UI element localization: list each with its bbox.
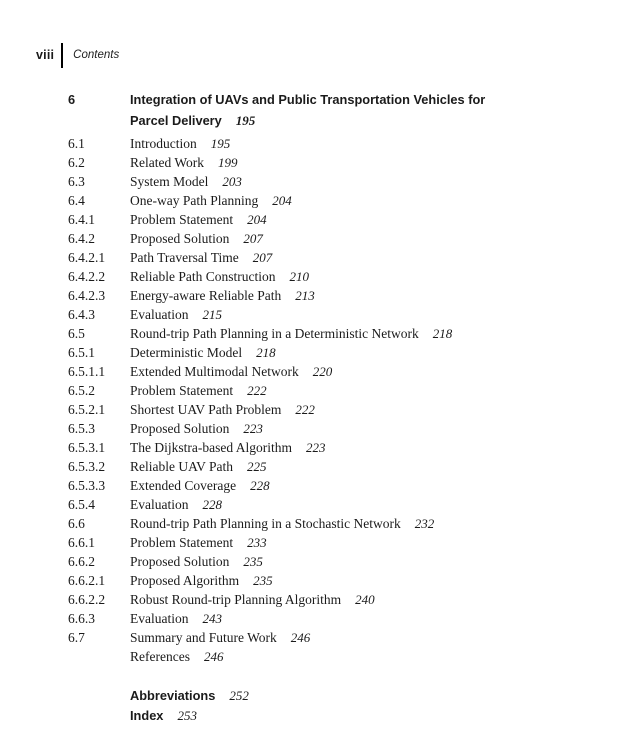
back-matter-page-number: 252 — [229, 688, 249, 703]
toc-entry-row — [68, 628, 579, 647]
toc-entry-page-number: 233 — [247, 535, 267, 550]
toc-entry-page-number: 210 — [289, 269, 309, 284]
back-matter-number-spacer — [68, 686, 130, 706]
toc-entry-title: Related Work — [130, 155, 205, 170]
toc-entry-cell — [130, 647, 579, 666]
toc-entry-cell — [130, 172, 579, 191]
toc-entry-cell — [130, 324, 579, 343]
toc-entry-cell — [130, 229, 579, 248]
toc-entry-title: Proposed Solution — [130, 554, 230, 569]
toc-entry-page-number: 223 — [305, 440, 326, 455]
toc-entry-cell — [130, 552, 579, 571]
toc-entry-cell — [130, 609, 579, 628]
toc-entry-number: 6.1 — [68, 136, 85, 151]
chapter-heading-row — [68, 89, 579, 131]
toc-entry-row — [68, 438, 579, 457]
toc-entry-cell — [130, 267, 579, 286]
toc-entry-page-number: 195 — [210, 136, 231, 151]
toc-entry-page-number: 225 — [247, 459, 267, 474]
toc-entry-cell — [130, 571, 579, 590]
toc-entry-title: Evaluation — [130, 497, 189, 512]
toc-entry-row — [68, 305, 579, 324]
toc-entry-row — [68, 191, 579, 210]
toc-entry-number: 6.6.1 — [68, 535, 95, 550]
toc-entry-cell — [130, 457, 579, 476]
toc-entry-row — [68, 343, 579, 362]
toc-entry-cell — [130, 362, 579, 381]
back-matter-row — [68, 686, 579, 706]
toc-entry-title: Summary and Future Work — [130, 630, 277, 645]
toc-entry-cell — [130, 514, 579, 533]
toc-entry-number: 6.4.3 — [68, 307, 95, 322]
back-matter-row — [68, 706, 579, 726]
toc-entry-number: 6.5 — [68, 326, 85, 341]
toc-entry-cell — [130, 628, 579, 647]
toc-entry-cell — [130, 134, 579, 153]
toc-entry-row — [68, 248, 579, 267]
toc-entry-page-number: 213 — [295, 288, 315, 303]
toc-entry-number: 6.4 — [68, 193, 85, 208]
toc-entry-row — [68, 229, 579, 248]
toc-entry-cell — [130, 438, 579, 457]
toc-entry-row — [68, 533, 579, 552]
toc-entry-page-number: 228 — [202, 497, 222, 512]
toc-entry-number: 6.5.3.3 — [68, 478, 106, 493]
chapter-number: 6 — [68, 92, 76, 107]
toc-entry-row — [68, 609, 579, 628]
toc-entry-row — [68, 419, 579, 438]
toc-entry-cell — [130, 286, 579, 305]
toc-entry-title: Proposed Solution — [130, 421, 230, 436]
toc-entry-number: 6.2 — [68, 155, 85, 170]
toc-entry-row — [68, 647, 579, 666]
toc-entry-cell — [130, 305, 579, 324]
toc-entry-page-number: 222 — [295, 402, 315, 417]
toc-entry-title: Evaluation — [130, 307, 189, 322]
toc-entry-page-number: 220 — [312, 364, 333, 379]
toc-entry-page-number: 240 — [355, 592, 375, 607]
chapter-title-line2: Parcel Delivery — [130, 113, 222, 128]
toc-entry-page-number: 232 — [414, 516, 435, 531]
toc-entry-number: 6.4.2.1 — [68, 250, 106, 265]
toc-entry-page-number: 218 — [432, 326, 453, 341]
toc-entry-title: Reliable Path Construction — [130, 269, 276, 284]
back-matter-cell — [130, 706, 579, 726]
toc-entry-row — [68, 457, 579, 476]
toc-entry-number: 6.6.2 — [68, 554, 95, 569]
toc-entry-number: 6.3 — [68, 174, 85, 189]
toc-entry-row — [68, 210, 579, 229]
toc-entry-cell — [130, 191, 579, 210]
back-matter-title: Abbreviations — [130, 688, 216, 703]
toc-entry-number: 6.5.1.1 — [68, 364, 106, 379]
toc-entry-title: The Dijkstra-based Algorithm — [130, 440, 292, 455]
toc-entry-page-number: 207 — [243, 231, 263, 246]
toc-entry-number: 6.5.3 — [68, 421, 95, 436]
toc-entry-title: Round-trip Path Planning in a Stochastic Network — [130, 516, 401, 531]
toc-entry-number: 6.4.1 — [68, 212, 95, 227]
toc-entry-page-number: 223 — [243, 421, 263, 436]
toc-entry-number: 6.5.3.1 — [68, 440, 106, 455]
toc-entry-page-number: 243 — [202, 611, 222, 626]
toc-entry-row — [68, 571, 579, 590]
toc-entry-title: References — [130, 649, 190, 664]
toc-entry-cell — [130, 419, 579, 438]
toc-entry-cell — [130, 381, 579, 400]
toc-entry-row — [68, 552, 579, 571]
toc-entry-title: Proposed Algorithm — [130, 573, 240, 588]
toc-entry-cell — [130, 400, 579, 419]
toc-entry-number: 6.6.2.1 — [68, 573, 106, 588]
toc-entry-row — [68, 362, 579, 381]
toc-entry-cell — [130, 343, 579, 362]
back-matter-page-number: 253 — [177, 707, 197, 723]
toc-entry-title: Round-trip Path Planning in a Deterministic Network — [130, 326, 419, 341]
toc-entry-row — [68, 172, 579, 191]
toc-entry-row — [68, 153, 579, 172]
chapter-page-number: 195 — [235, 113, 256, 128]
chapter-title-line1: Integration of UAVs and Public Transportation Vehicles for — [130, 92, 486, 107]
table-of-contents — [36, 89, 589, 725]
toc-entry-cell — [130, 476, 579, 495]
toc-entry-page-number: 235 — [243, 554, 263, 569]
toc-entry-page-number: 235 — [253, 573, 273, 588]
toc-entry-title: One-way Path Planning — [130, 193, 259, 208]
toc-entry-title: Problem Statement — [130, 383, 234, 398]
folio-page-number: viii — [36, 48, 55, 62]
toc-entry-row — [68, 495, 579, 514]
back-matter-cell — [130, 686, 579, 706]
toc-entry-number: 6.5.1 — [68, 345, 95, 360]
toc-entry-cell — [130, 533, 579, 552]
toc-entry-page-number: 222 — [247, 383, 267, 398]
toc-entry-title: Robust Round-trip Planning Algorithm — [130, 592, 342, 607]
toc-entry-row — [68, 476, 579, 495]
toc-entry-number: 6.6.2.2 — [68, 592, 106, 607]
toc-entry-list — [68, 134, 579, 666]
toc-entry-title: System Model — [130, 174, 209, 189]
toc-entry-page-number: 246 — [203, 649, 224, 664]
toc-entry-row — [68, 400, 579, 419]
toc-entry-number: 6.5.4 — [68, 497, 95, 512]
toc-entry-title: Path Traversal Time — [130, 250, 239, 265]
toc-entry-row — [68, 286, 579, 305]
toc-entry-page-number: 215 — [202, 307, 222, 322]
toc-entry-title: Extended Multimodal Network — [130, 364, 299, 379]
toc-entry-title: Proposed Solution — [130, 231, 230, 246]
toc-entry-row — [68, 381, 579, 400]
toc-entry-cell — [130, 210, 579, 229]
toc-entry-page-number: 218 — [256, 345, 276, 360]
toc-entry-cell — [130, 248, 579, 267]
running-title: Contents — [73, 49, 120, 61]
toc-entry-row — [68, 514, 579, 533]
toc-entry-number: 6.5.2 — [68, 383, 95, 398]
toc-entry-page-number: 203 — [222, 174, 242, 189]
toc-entry-number: 6.5.3.2 — [68, 459, 106, 474]
toc-entry-title: Shortest UAV Path Problem — [130, 402, 282, 417]
toc-entry-number: 6.4.2.3 — [68, 288, 106, 303]
toc-entry-page-number: 228 — [250, 478, 270, 493]
toc-entry-page-number: 204 — [272, 193, 292, 208]
toc-entry-title: Deterministic Model — [130, 345, 243, 360]
toc-entry-page-number: 207 — [252, 250, 273, 265]
toc-entry-number: 6.6.3 — [68, 611, 95, 626]
back-matter-title: Index — [130, 707, 164, 723]
toc-entry-row — [68, 267, 579, 286]
toc-entry-row — [68, 324, 579, 343]
toc-entry-number: 6.5.2.1 — [68, 402, 106, 417]
header-divider-rule — [61, 43, 63, 68]
toc-entry-title: Problem Statement — [130, 212, 234, 227]
toc-entry-cell — [130, 153, 579, 172]
chapter-title-cell — [130, 89, 579, 131]
toc-entry-title: Introduction — [130, 136, 197, 151]
toc-entry-row — [68, 134, 579, 153]
toc-entry-number — [68, 647, 130, 666]
toc-entry-number: 6.7 — [68, 630, 85, 645]
toc-entry-title: Energy-aware Reliable Path — [130, 288, 282, 303]
toc-entry-title: Reliable UAV Path — [130, 459, 233, 474]
running-header — [36, 42, 589, 68]
toc-entry-number: 6.4.2.2 — [68, 269, 106, 284]
toc-entry-page-number: 199 — [218, 155, 238, 170]
toc-entry-row — [68, 590, 579, 609]
toc-entry-title: Extended Coverage — [130, 478, 237, 493]
toc-entry-number: 6.4.2 — [68, 231, 95, 246]
toc-entry-title: Evaluation — [130, 611, 189, 626]
toc-entry-cell — [130, 495, 579, 514]
toc-entry-number: 6.6 — [68, 516, 85, 531]
back-matter-list — [68, 686, 579, 725]
toc-entry-page-number: 204 — [247, 212, 267, 227]
toc-entry-page-number: 246 — [290, 630, 311, 645]
back-matter-number-spacer — [68, 706, 130, 726]
toc-entry-cell — [130, 590, 579, 609]
toc-entry-title: Problem Statement — [130, 535, 234, 550]
